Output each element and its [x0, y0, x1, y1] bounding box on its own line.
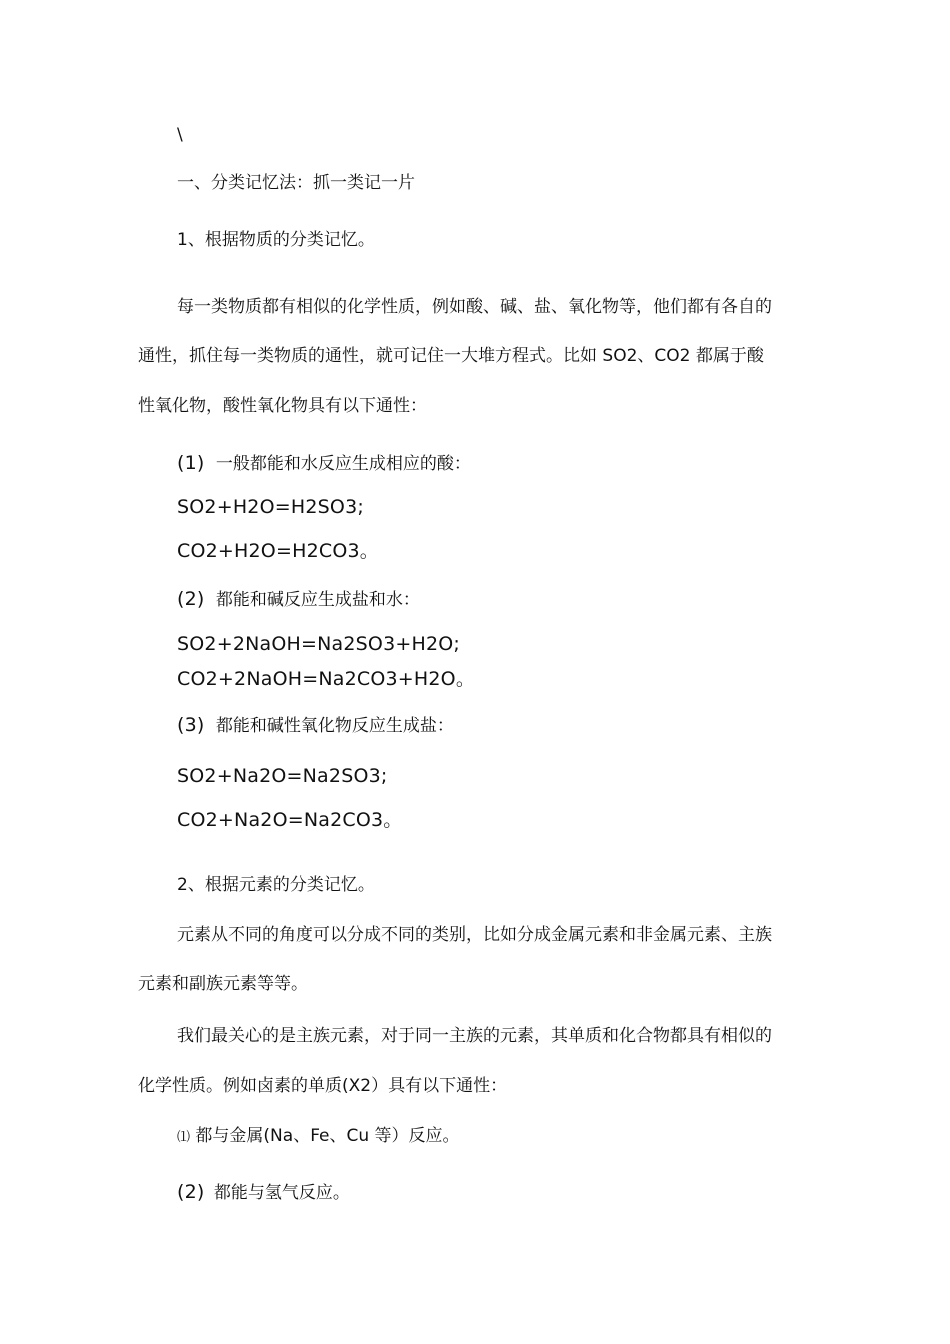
backslash-mark: \	[177, 125, 183, 145]
equation-co2-na2o: CO2+Na2O=Na2CO3。	[177, 809, 403, 831]
paragraph-1-line-1: 每一类物质都有相似的化学性质，例如酸、碱、盐、氧化物等，他们都有各自的	[177, 297, 772, 317]
paragraph-2-line-1: 元素从不同的角度可以分成不同的类别，比如分成金属元素和非金属元素、主族	[177, 925, 772, 945]
subsection-1-heading: 1、根据物质的分类记忆。	[177, 230, 375, 250]
equation-so2-naoh: SO2+2NaOH=Na2SO3+H2O;	[177, 633, 461, 655]
equation-so2-na2o: SO2+Na2O=Na2SO3;	[177, 765, 388, 787]
equation-co2-naoh: CO2+2NaOH=Na2CO3+H2O。	[177, 668, 476, 690]
item-3-text: 都能和碱性氧化物反应生成盐：	[215, 716, 454, 736]
halogen-item-2-text: 都能与氢气反应。	[213, 1183, 350, 1203]
paragraph-3-line-1: 我们最关心的是主族元素，对于同一主族的元素，其单质和化合物都具有相似的	[177, 1026, 772, 1046]
item-3	[177, 714, 454, 737]
halogen-item-2	[177, 1181, 350, 1204]
item-1	[177, 452, 471, 475]
paragraph-1-line-3: 性氧化物，酸性氧化物具有以下通性：	[138, 396, 427, 416]
section-heading: 一、分类记忆法：抓一类记一片	[177, 173, 415, 193]
item-2-label: (2)	[177, 588, 205, 610]
halogen-item-1-text: 都与金属(Na、Fe、Cu 等）反应。	[195, 1126, 460, 1146]
item-1-label: (1)	[177, 452, 205, 474]
item-3-label: (3)	[177, 714, 205, 736]
subsection-2-heading: 2、根据元素的分类记忆。	[177, 875, 375, 895]
item-2	[177, 588, 420, 611]
paragraph-1-line-2: 通性，抓住每一类物质的通性，就可记住一大堆方程式。比如 SO2、CO2 都属于酸	[138, 346, 764, 366]
halogen-item-1-label: ⑴	[177, 1130, 191, 1145]
paragraph-2-line-2: 元素和副族元素等等。	[138, 974, 308, 994]
equation-so2-water: SO2+H2O=H2SO3;	[177, 496, 364, 518]
item-2-text: 都能和碱反应生成盐和水：	[215, 590, 420, 610]
item-1-text: 一般都能和水反应生成相应的酸：	[215, 454, 471, 474]
equation-co2-water: CO2+H2O=H2CO3。	[177, 540, 379, 562]
halogen-item-2-label: (2)	[177, 1181, 205, 1203]
paragraph-3-line-2: 化学性质。例如卤素的单质(X2）具有以下通性：	[138, 1076, 508, 1096]
halogen-item-1	[177, 1125, 460, 1149]
